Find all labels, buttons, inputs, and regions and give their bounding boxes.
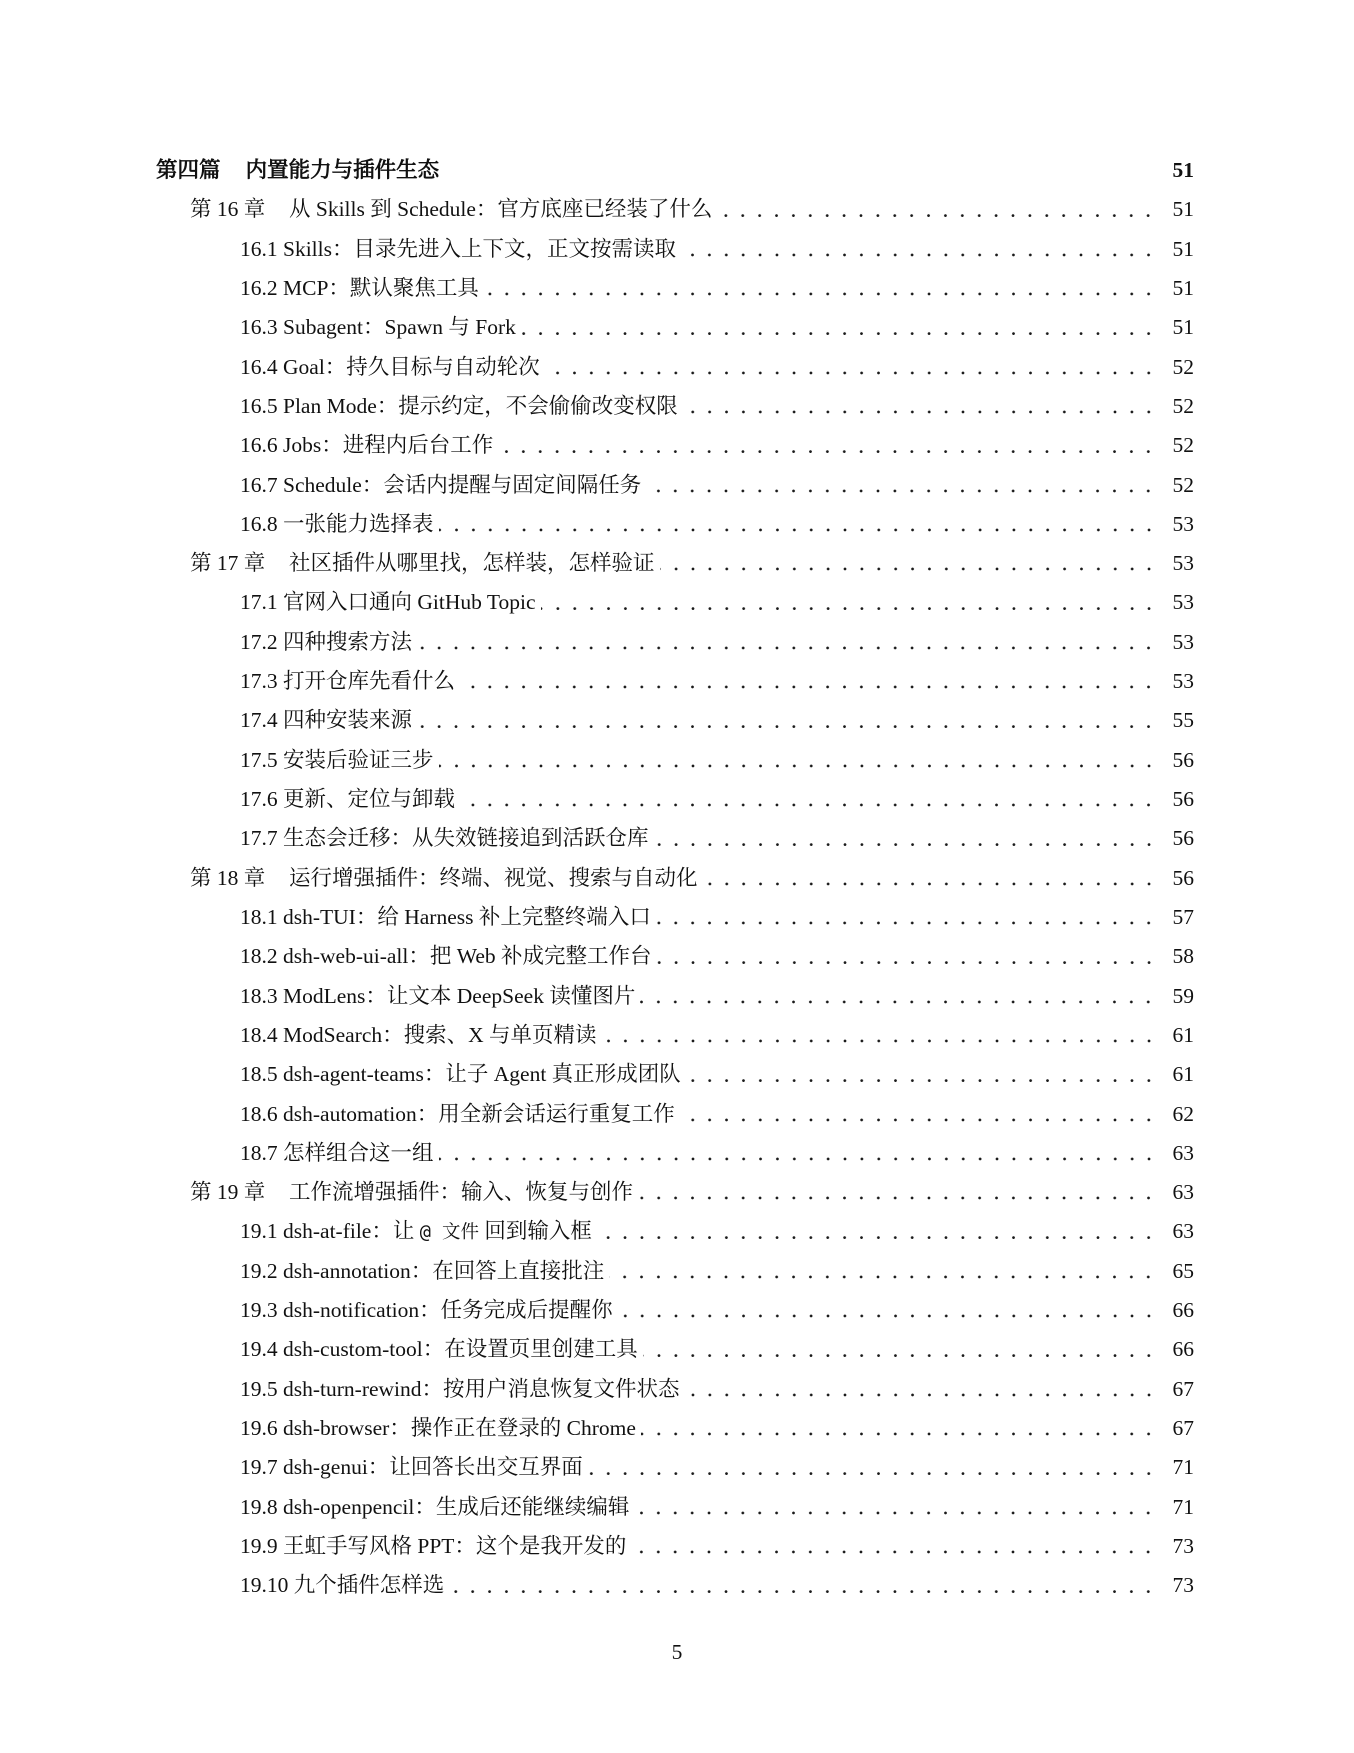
leader-dots <box>656 898 1157 937</box>
section-heading <box>240 387 678 426</box>
section-title: dsh-agent-teams：让子 Agent 真正形成团队 <box>283 1062 681 1087</box>
leader-dots <box>685 1370 1157 1409</box>
section-number: 18.4 <box>240 1022 278 1047</box>
section-number: 19.6 <box>240 1416 278 1440</box>
toc-section-row[interactable] <box>156 1330 1194 1369</box>
section-heading <box>240 466 641 505</box>
toc-chapter-row[interactable] <box>156 859 1194 898</box>
toc-section-row[interactable] <box>156 348 1194 387</box>
section-heading <box>240 1409 636 1448</box>
section-heading <box>240 1252 604 1291</box>
section-heading <box>240 741 434 780</box>
section-heading <box>240 308 516 347</box>
section-title: ModSearch：搜索、X 与单页精读 <box>283 1022 597 1047</box>
section-heading <box>240 583 536 622</box>
section-number: 19.2 <box>240 1258 278 1283</box>
leader-dots <box>654 819 1157 858</box>
page-number: 67 <box>1172 1376 1194 1401</box>
section-heading <box>240 1055 681 1094</box>
leader-dots <box>641 1409 1157 1448</box>
section-title: dsh-TUI：给 Harness 补上完整终端入口 <box>283 904 651 929</box>
section-title: dsh-turn-rewind：按用户消息恢复文件状态 <box>283 1376 680 1401</box>
section-heading <box>240 1016 597 1055</box>
section-title: 生态会迁移：从失效链接追到活跃仓库 <box>283 826 649 851</box>
section-heading <box>240 977 635 1016</box>
page-number: 58 <box>1172 944 1194 969</box>
leader-dots <box>498 426 1157 465</box>
toc-section-row[interactable] <box>156 1370 1194 1409</box>
section-title: 安装后验证三步 <box>283 747 434 772</box>
section-title: dsh-at-file：让 <box>283 1219 415 1244</box>
section-title: Goal：持久目标与自动轮次 <box>283 354 540 379</box>
section-title-end: 回到输入框 <box>484 1219 592 1244</box>
section-number: 16.8 <box>240 511 278 536</box>
page-footer-number: 5 <box>671 1640 683 1664</box>
section-number: 18.3 <box>240 983 278 1008</box>
section-number: 17.1 <box>240 590 278 615</box>
leader-dots <box>439 741 1157 780</box>
page-number: 61 <box>1172 1022 1194 1047</box>
section-number: 18.2 <box>240 944 278 969</box>
page-number: 67 <box>1172 1416 1194 1440</box>
section-title: 一张能力选择表 <box>283 511 434 536</box>
toc-section-row[interactable] <box>156 977 1194 1016</box>
chapter-heading <box>190 1173 633 1212</box>
leader-dots <box>484 269 1157 308</box>
section-title: dsh-openpencil：生成后还能继续编辑 <box>283 1494 630 1519</box>
leader-dots <box>631 1527 1157 1566</box>
toc-chapter-row[interactable] <box>156 190 1194 229</box>
toc-section-row[interactable] <box>156 780 1194 819</box>
section-title: 官网入口通向 GitHub Topic <box>283 590 536 615</box>
toc-section-row[interactable] <box>156 1055 1194 1094</box>
toc-section-row[interactable] <box>156 819 1194 858</box>
section-number: 18.6 <box>240 1101 278 1126</box>
section-title: dsh-custom-tool：在设置页里创建工具 <box>283 1337 638 1362</box>
inline-code: @ 文件 <box>419 1222 480 1244</box>
toc-section-row[interactable] <box>156 701 1194 740</box>
page-number: 51 <box>1172 236 1194 261</box>
section-number: 16.6 <box>240 433 278 458</box>
section-number: 19.9 <box>240 1533 278 1558</box>
section-number: 17.4 <box>240 708 278 733</box>
section-heading <box>240 1488 629 1527</box>
chapter-title: 工作流增强插件：输入、恢复与创作 <box>289 1180 634 1205</box>
page-number: 51 <box>1172 197 1194 222</box>
toc-section-row[interactable] <box>156 426 1194 465</box>
toc-section-row[interactable] <box>156 662 1194 701</box>
page-number: 56 <box>1172 826 1194 851</box>
leader-dots <box>460 662 1157 701</box>
toc-section-row[interactable] <box>156 1448 1194 1487</box>
toc-section-row[interactable] <box>156 1409 1194 1448</box>
leader-dots <box>602 1016 1157 1055</box>
chapter-heading <box>190 544 655 583</box>
section-title: Schedule：会话内提醒与固定间隔任务 <box>283 472 642 497</box>
section-number: 19.10 <box>240 1573 289 1598</box>
leader-dots <box>439 1134 1157 1173</box>
page-number: 59 <box>1172 983 1194 1008</box>
page-number: 66 <box>1172 1337 1194 1362</box>
toc-section-row[interactable] <box>156 505 1194 544</box>
toc-section-row[interactable] <box>156 1095 1194 1134</box>
page-number: 63 <box>1172 1140 1194 1165</box>
leader-dots <box>686 1055 1157 1094</box>
section-number: 18.7 <box>240 1140 278 1165</box>
section-number: 17.6 <box>240 787 278 811</box>
section-title: Skills：目录先进入上下文，正文按需读取 <box>283 236 676 261</box>
leader-dots <box>680 1095 1157 1134</box>
section-title: Plan Mode：提示约定，不会偷偷改变权限 <box>283 393 678 418</box>
toc-chapter-row[interactable] <box>156 1173 1194 1212</box>
toc-section-row[interactable] <box>156 269 1194 308</box>
section-number: 17.5 <box>240 747 278 772</box>
toc-section-row[interactable] <box>156 898 1194 937</box>
section-title: dsh-notification：任务完成后提醒你 <box>283 1298 613 1323</box>
page-number: 63 <box>1172 1180 1194 1205</box>
leader-dots <box>657 937 1158 976</box>
page-number: 52 <box>1172 472 1194 497</box>
section-heading <box>240 1330 638 1369</box>
toc-section-row[interactable] <box>156 308 1194 347</box>
section-heading <box>240 230 676 269</box>
chapter-title: 社区插件从哪里找，怎样装，怎样验证 <box>289 551 655 576</box>
toc-section-row[interactable] <box>156 466 1194 505</box>
section-heading <box>240 1291 613 1330</box>
section-title: 四种搜索方法 <box>283 629 413 654</box>
section-title: Subagent：Spawn 与 Fork <box>283 315 516 340</box>
leader-dots <box>681 230 1157 269</box>
page-number: 52 <box>1172 433 1194 458</box>
page-number: 52 <box>1172 393 1194 418</box>
page-number: 73 <box>1172 1573 1194 1598</box>
section-heading <box>240 1566 444 1605</box>
section-heading <box>240 937 652 976</box>
leader-dots <box>634 1488 1157 1527</box>
toc-section-row[interactable] <box>156 937 1194 976</box>
section-heading <box>240 819 649 858</box>
page-number: 61 <box>1172 1062 1194 1087</box>
section-title: 更新、定位与卸载 <box>283 787 456 811</box>
section-title: MCP：默认聚焦工具 <box>283 275 479 300</box>
toc-section-row[interactable] <box>156 1134 1194 1173</box>
section-number: 19.8 <box>240 1494 278 1519</box>
page-number: 53 <box>1172 669 1194 694</box>
section-title: dsh-genui：让回答长出交互界面 <box>283 1455 583 1480</box>
chapter-heading <box>190 190 712 229</box>
page-number: 71 <box>1172 1494 1194 1519</box>
section-number: 16.3 <box>240 315 278 340</box>
section-heading <box>240 348 540 387</box>
toc-section-row[interactable] <box>156 583 1194 622</box>
section-number: 16.1 <box>240 236 278 261</box>
section-number: 17.3 <box>240 669 278 694</box>
toc-section-row[interactable] <box>156 1016 1194 1055</box>
leader-dots <box>597 1212 1157 1251</box>
section-heading <box>240 426 493 465</box>
section-heading <box>240 1095 675 1134</box>
leader-dots <box>439 505 1157 544</box>
toc-chapter-row[interactable] <box>156 544 1194 583</box>
section-heading <box>240 505 434 544</box>
section-number: 16.7 <box>240 472 278 497</box>
section-number: 18.1 <box>240 904 278 929</box>
page-number: 71 <box>1172 1455 1194 1480</box>
section-heading <box>240 269 479 308</box>
section-heading <box>240 623 412 662</box>
leader-dots <box>417 701 1157 740</box>
page-number: 53 <box>1172 551 1194 576</box>
section-number: 18.5 <box>240 1062 278 1087</box>
leader-dots <box>646 466 1157 505</box>
leader-dots <box>460 780 1157 819</box>
page-number: 56 <box>1172 787 1194 811</box>
toc-part-row[interactable] <box>156 151 1194 190</box>
page-number: 56 <box>1172 747 1194 772</box>
page-number: 53 <box>1172 590 1194 615</box>
section-heading <box>240 898 651 937</box>
leader-dots <box>545 348 1157 387</box>
leader-dots <box>618 1291 1157 1330</box>
toc-section-row[interactable] <box>156 387 1194 426</box>
leader-dots <box>640 977 1157 1016</box>
part-title: 内置能力与插件生态 <box>245 158 440 182</box>
page-number: 53 <box>1172 629 1194 654</box>
chapter-heading <box>190 859 698 898</box>
section-title: 怎样组合这一组 <box>283 1140 434 1165</box>
leader-dots <box>638 1173 1157 1212</box>
section-heading <box>240 1448 583 1487</box>
section-number: 16.5 <box>240 393 278 418</box>
toc-entries <box>156 190 1194 1605</box>
section-number: 19.1 <box>240 1219 278 1244</box>
section-title: dsh-web-ui-all：把 Web 补成完整工作台 <box>283 944 652 969</box>
toc-section-row[interactable] <box>156 1252 1194 1291</box>
page-number: 56 <box>1172 865 1194 890</box>
page-number: 65 <box>1172 1258 1194 1283</box>
section-number: 17.7 <box>240 826 278 851</box>
section-number: 16.2 <box>240 275 278 300</box>
section-heading <box>240 1212 592 1251</box>
leader-dots <box>449 1566 1157 1605</box>
section-number: 19.7 <box>240 1455 278 1480</box>
chapter-label: 第 18 章 <box>190 865 266 890</box>
section-number: 16.4 <box>240 354 278 379</box>
section-number: 19.4 <box>240 1337 278 1362</box>
toc-section-row[interactable] <box>156 230 1194 269</box>
section-heading <box>240 1527 626 1566</box>
table-of-contents <box>156 151 1194 1606</box>
part-label: 第四篇 <box>156 158 221 182</box>
chapter-label: 第 19 章 <box>190 1180 266 1205</box>
toc-section-row[interactable] <box>156 1291 1194 1330</box>
page-number: 62 <box>1172 1101 1194 1126</box>
leader-dots <box>703 859 1157 898</box>
chapter-label: 第 16 章 <box>190 197 266 222</box>
page-number: 66 <box>1172 1298 1194 1323</box>
page-number: 55 <box>1172 708 1194 733</box>
section-number: 19.3 <box>240 1298 278 1323</box>
toc-section-row[interactable] <box>156 1212 1194 1251</box>
section-title: 九个插件怎样选 <box>293 1573 445 1598</box>
toc-section-row[interactable] <box>156 1488 1194 1527</box>
chapter-title: 运行增强插件：终端、视觉、搜索与自动化 <box>289 865 698 890</box>
leader-dots <box>717 190 1157 229</box>
leader-dots <box>541 583 1157 622</box>
page-number: 57 <box>1172 904 1194 929</box>
section-title: 四种安装来源 <box>283 708 413 733</box>
leader-dots <box>643 1330 1157 1369</box>
toc-section-row[interactable] <box>156 741 1194 780</box>
page-number: 51 <box>1172 315 1194 340</box>
chapter-title: 从 Skills 到 Schedule：官方底座已经装了什么 <box>289 197 713 222</box>
section-title: dsh-automation：用全新会话运行重复工作 <box>283 1101 675 1126</box>
page-number: 73 <box>1172 1533 1194 1558</box>
leader-dots <box>683 387 1157 426</box>
section-heading <box>240 662 455 701</box>
leader-dots <box>417 623 1157 662</box>
section-title: ModLens：让文本 DeepSeek 读懂图片 <box>283 983 636 1008</box>
section-title: dsh-browser：操作正在登录的 Chrome <box>283 1416 636 1440</box>
section-heading <box>240 780 455 819</box>
section-title: 王虹手写风格 PPT：这个是我开发的 <box>283 1533 627 1558</box>
part-heading <box>156 151 439 190</box>
section-number: 19.5 <box>240 1376 278 1401</box>
section-heading <box>240 701 412 740</box>
section-heading <box>240 1134 434 1173</box>
leader-dots <box>588 1448 1157 1487</box>
leader-dots <box>609 1252 1157 1291</box>
leader-dots <box>660 544 1157 583</box>
section-title: dsh-annotation：在回答上直接批注 <box>283 1258 605 1283</box>
toc-section-row[interactable] <box>156 1566 1194 1605</box>
page-number: 63 <box>1172 1219 1194 1244</box>
section-heading <box>240 1370 680 1409</box>
part-row-spacer <box>439 151 1157 190</box>
toc-section-row[interactable] <box>156 623 1194 662</box>
page-number: 53 <box>1172 511 1194 536</box>
section-title: Jobs：进程内后台工作 <box>283 433 494 458</box>
section-number: 17.2 <box>240 629 278 654</box>
page-number: 52 <box>1172 354 1194 379</box>
section-title: 打开仓库先看什么 <box>283 669 456 694</box>
toc-section-row[interactable] <box>156 1527 1194 1566</box>
chapter-label: 第 17 章 <box>190 551 266 576</box>
leader-dots <box>521 308 1157 347</box>
page-number: 51 <box>1172 158 1194 182</box>
page-number: 51 <box>1172 275 1194 300</box>
